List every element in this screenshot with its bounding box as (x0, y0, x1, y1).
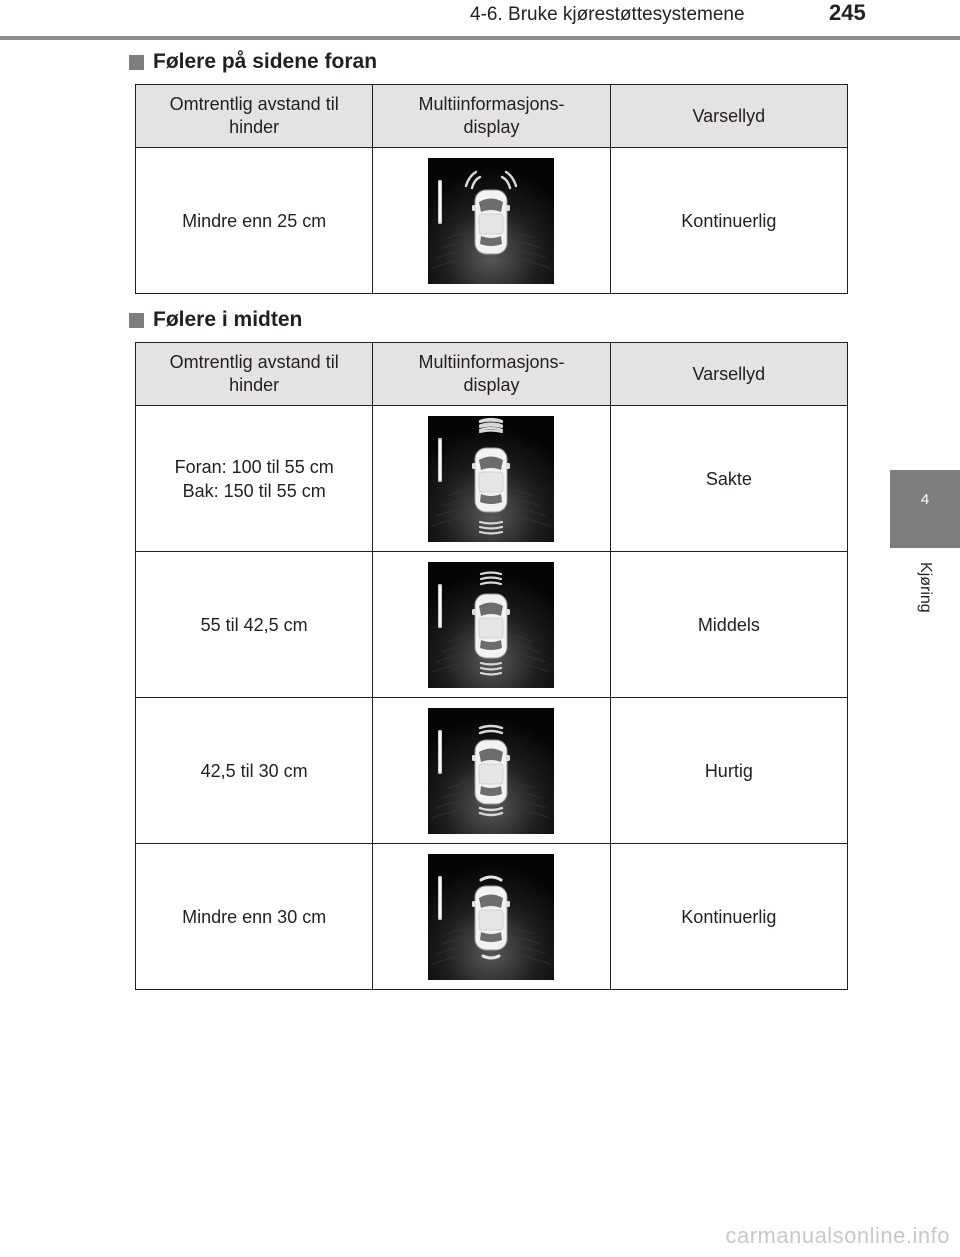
column-header-distance: Omtrentlig avstand til hinder (136, 343, 373, 406)
front-sensors-table (135, 84, 848, 294)
sound-cell: Hurtig (610, 698, 847, 844)
column-header-display: Multiinformasjons-display (373, 343, 610, 406)
table-row (136, 406, 848, 552)
watermark: carmanualsonline.info (725, 1223, 950, 1248)
car-front-rear-3-bars-icon (428, 416, 554, 542)
car-front-rear-1-bar-icon (428, 708, 554, 834)
sound-cell: Kontinuerlig (610, 148, 847, 294)
car-front-side-sensors-icon (428, 158, 554, 284)
table-row (136, 148, 848, 294)
section-heading-front (129, 50, 377, 74)
chapter-side-label-text: Kjøring (917, 562, 934, 613)
distance-cell: Mindre enn 30 cm (136, 844, 373, 990)
distance-cell: 42,5 til 30 cm (136, 698, 373, 844)
table-header-row (136, 85, 848, 148)
display-cell (373, 698, 610, 844)
table-header-row (136, 343, 848, 406)
table-row (136, 698, 848, 844)
table-row (136, 552, 848, 698)
display-cell (373, 148, 610, 294)
bullet-square-icon (129, 55, 144, 70)
section-heading-front-text: Følere på sidene foran (153, 50, 378, 73)
chapter-side-label (890, 548, 960, 658)
display-cell (373, 844, 610, 990)
chapter-tab: 4 (890, 470, 960, 548)
section-heading-middle (129, 308, 302, 332)
middle-sensors-table (135, 342, 848, 990)
column-header-distance: Omtrentlig avstand til hinder (136, 85, 373, 148)
car-front-rear-close-icon (428, 854, 554, 980)
distance-cell: Mindre enn 25 cm (136, 148, 373, 294)
sound-cell: Sakte (610, 406, 847, 552)
table-row (136, 844, 848, 990)
page-number: 245 (829, 0, 866, 25)
header-rule (0, 36, 960, 40)
column-header-display: Multiinformasjons-display (373, 85, 610, 148)
display-cell (373, 406, 610, 552)
distance-cell: Foran: 100 til 55 cm Bak: 150 til 55 cm (136, 406, 373, 552)
car-front-rear-2-bars-icon (428, 562, 554, 688)
sound-cell: Kontinuerlig (610, 844, 847, 990)
distance-cell: 55 til 42,5 cm (136, 552, 373, 698)
display-cell (373, 552, 610, 698)
column-header-sound: Varsellyd (610, 85, 847, 148)
sound-cell: Middels (610, 552, 847, 698)
column-header-sound: Varsellyd (610, 343, 847, 406)
chapter-header-title: 4-6. Bruke kjørestøttesystemene (470, 4, 745, 25)
section-heading-middle-text: Følere i midten (153, 308, 303, 331)
bullet-square-icon (129, 313, 144, 328)
